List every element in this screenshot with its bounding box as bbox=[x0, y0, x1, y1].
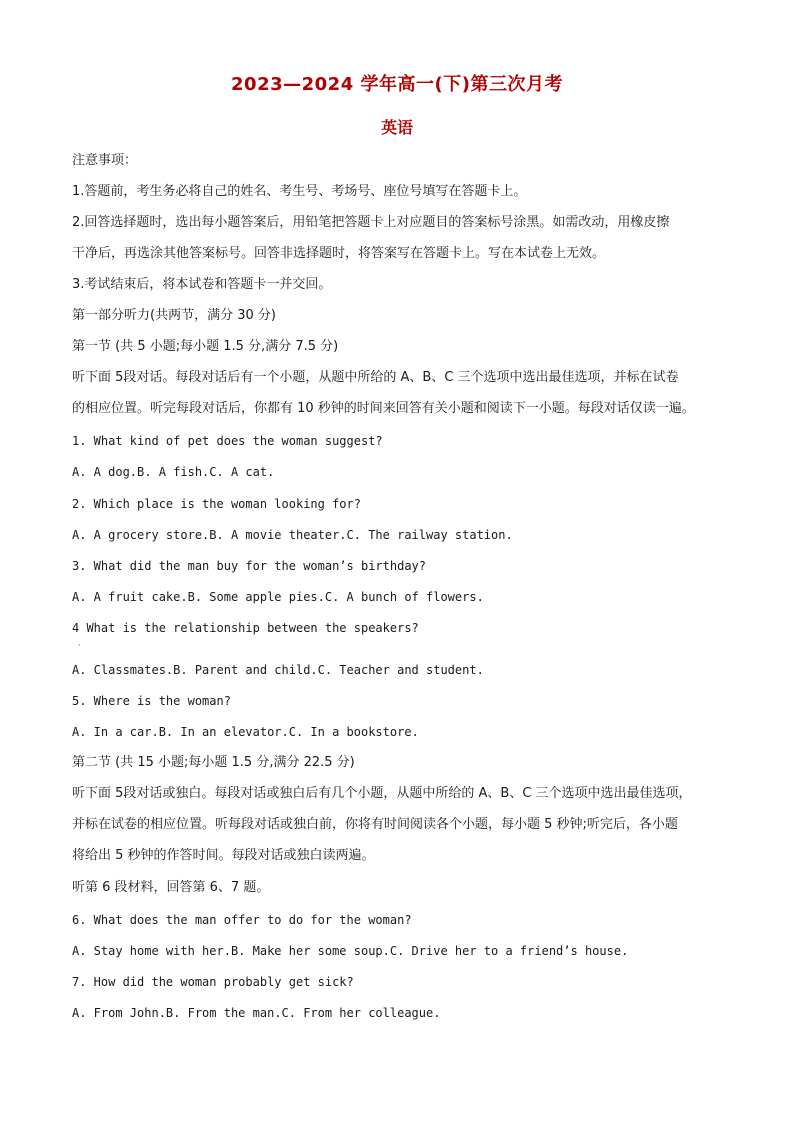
question-4-options: A. Classmates.B. Parent and child.C. Teacher and student. bbox=[72, 663, 484, 677]
question-1: 1. What kind of pet does the woman suggest? bbox=[72, 434, 383, 448]
exam-subject: 英语 bbox=[380, 118, 413, 137]
stray-mark: · bbox=[78, 641, 81, 650]
notice-item-3: 3.考试结束后，将本试卷和答题卡一并交回。 bbox=[72, 277, 332, 292]
question-2: 2. Which place is the woman looking for? bbox=[72, 497, 361, 511]
notice-heading: 注意事项： bbox=[72, 153, 138, 168]
question-6-options: A. Stay home with her.B. Make her some soup.C. Drive her to a friend’s house. bbox=[72, 944, 629, 958]
section1-instruction-line-1: 听下面 5段对话。每段对话后有一个小题，从题中所给的 A、B、C 三个选项中选出最佳选项，并标在试卷 bbox=[72, 370, 679, 385]
question-1-options: A. A dog.B. A fish.C. A cat. bbox=[72, 465, 275, 479]
question-4: 4 What is the relationship between the speakers? bbox=[72, 621, 419, 635]
question-5-options: A. In a car.B. In an elevator.C. In a bookstore. bbox=[72, 725, 419, 739]
notice-item-1: 1.答题前，考生务必将自己的姓名、考生号、考场号、座位号填写在答题卡上。 bbox=[72, 184, 527, 199]
question-7-options: A. From John.B. From the man.C. From her colleague. bbox=[72, 1006, 441, 1020]
notice-item-2-line-1: 2.回答选择题时，选出每小题答案后，用铅笔把答题卡上对应题目的答案标号涂黑。如需改动，用橡皮擦 bbox=[72, 215, 670, 230]
question-3-options: A. A fruit cake.B. Some apple pies.C. A bunch of flowers. bbox=[72, 590, 484, 604]
section2-instruction-line-2: 并标在试卷的相应位置。听每段对话或独白前，你将有时间阅读各个小题，每小题 5 秒钟;听完后，各小题 bbox=[72, 817, 678, 832]
exam-title: 2023—2024 学年高一(下)第三次月考 bbox=[231, 74, 563, 95]
part1-heading: 第一部分听力(共两节，满分 30 分) bbox=[72, 308, 276, 323]
section2-instruction-line-3: 将给出 5 秒钟的作答时间。每段对话或独白读两遍。 bbox=[72, 848, 375, 863]
question-2-options: A. A grocery store.B. A movie theater.C. The railway station. bbox=[72, 528, 513, 542]
section1-instruction-line-2: 的相应位置。听完每段对话后，你都有 10 秒钟的时间来回答有关小题和阅读下一小题。每段对话仅读一遍。 bbox=[72, 401, 695, 416]
material-6-heading: 听第 6 段材料，回答第 6、7 题。 bbox=[72, 880, 270, 895]
section2-heading: 第二节 (共 15 小题;每小题 1.5 分,满分 22.5 分) bbox=[72, 755, 355, 770]
notice-item-2-line-2: 干净后，再选涂其他答案标号。回答非选择题时，将答案写在答题卡上。写在本试卷上无效。 bbox=[72, 246, 606, 261]
question-3: 3. What did the man buy for the woman’s birthday? bbox=[72, 559, 427, 573]
section2-instruction-line-1: 听下面 5段对话或独白。每段对话或独白后有几个小题，从题中所给的 A、B、C 三个选项中选出最佳选项， bbox=[72, 786, 692, 801]
question-6: 6. What does the man offer to do for the woman? bbox=[72, 913, 412, 927]
section1-heading: 第一节 (共 5 小题;每小题 1.5 分,满分 7.5 分) bbox=[72, 339, 339, 354]
question-7: 7. How did the woman probably get sick? bbox=[72, 975, 354, 989]
question-5: 5. Where is the woman? bbox=[72, 694, 231, 708]
